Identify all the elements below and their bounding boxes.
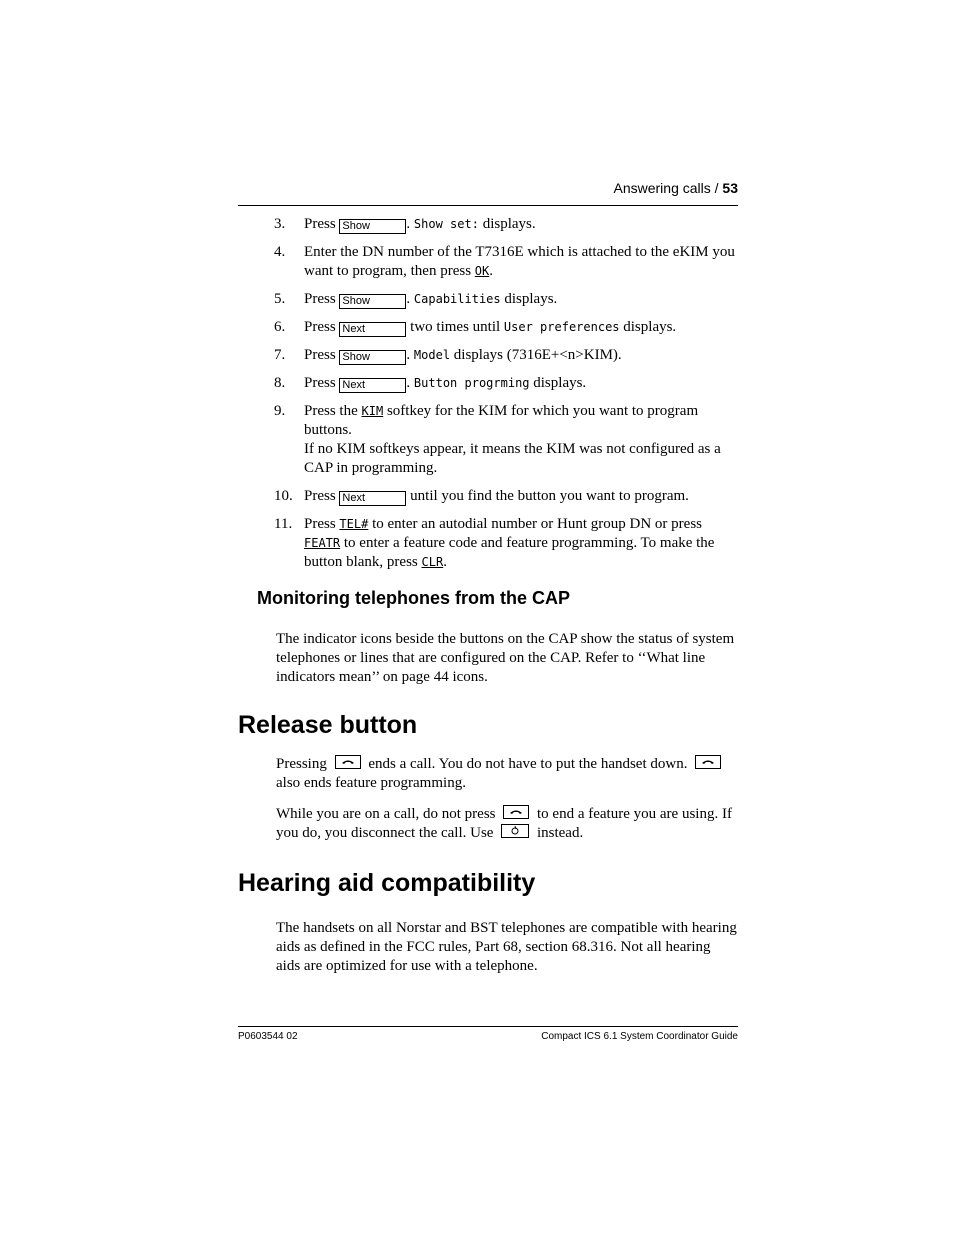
display-text: Model [413, 348, 451, 362]
footer-guide-title: Compact ICS 6.1 System Coordinator Guide [541, 1031, 738, 1042]
softkey-label: CLR [421, 555, 444, 569]
step-number: 9. [274, 403, 286, 419]
step-text-run: displays. [478, 216, 536, 232]
step-item [274, 402, 740, 478]
display-text: Show set: [413, 217, 479, 231]
step-text-run: . [406, 291, 414, 307]
step-text [304, 515, 740, 572]
page-number: 53 [722, 180, 738, 196]
softkey-label: FEATR [304, 536, 341, 550]
softkey-button: Show [339, 219, 406, 234]
step-text-run: two times until [406, 319, 504, 335]
step-number: 5. [274, 291, 286, 307]
release-heading: Release button [238, 711, 418, 739]
step-text-run: Press [304, 488, 340, 504]
procedure-steps [274, 215, 740, 581]
step-text [304, 318, 740, 337]
step-text-run: . [406, 347, 414, 363]
step-text [304, 346, 740, 365]
release-key-icon [503, 805, 529, 819]
step-text-run: . [489, 263, 493, 279]
step-text-run: If no KIM softkeys appear, it means the KIM was not configured as a CAP in programming. [304, 441, 721, 476]
release-key-icon [335, 755, 361, 769]
release-paragraph-2 [276, 805, 738, 843]
step-number: 10. [274, 488, 293, 504]
display-text: Button progrming [413, 376, 530, 390]
display-text: User preferences [503, 320, 620, 334]
step-text [304, 402, 740, 478]
step-text-run: Press [304, 291, 340, 307]
footer-rule [238, 1026, 738, 1027]
release-text: ends a call. You do not have to put the handset down. [368, 756, 688, 772]
step-item [274, 243, 740, 281]
step-number: 4. [274, 244, 286, 260]
step-text [304, 215, 740, 234]
step-text-run: . [443, 554, 447, 570]
step-number: 6. [274, 319, 286, 335]
step-text-run: to enter an autodial number or Hunt group DN or press [368, 516, 702, 532]
monitoring-paragraph: The indicator icons beside the buttons on the CAP show the status of system telephones or lines that are configured on the CAP. Refer to ‘‘What line indicators mean’’ on page 44 icons. [276, 631, 735, 685]
step-item [274, 215, 740, 234]
softkey-button: Next [339, 322, 406, 337]
step-text-run: Press [304, 375, 340, 391]
step-item [274, 487, 740, 506]
step-text-run: to enter a feature code and feature programming. To make the button blank, press [304, 535, 715, 570]
display-text: Capabilities [413, 292, 501, 306]
softkey-label: KIM [361, 404, 384, 418]
step-text [304, 290, 740, 309]
step-text-run: . [406, 216, 414, 232]
release-text: instead. [536, 825, 584, 841]
softkey-button: Next [339, 378, 406, 393]
release-key-icon [695, 755, 721, 769]
step-text-run: Press [304, 319, 340, 335]
hearing-heading: Hearing aid compatibility [238, 869, 536, 897]
step-text-run: . [406, 375, 414, 391]
step-number: 3. [274, 216, 286, 232]
monitoring-heading: Monitoring telephones from the CAP [257, 588, 570, 608]
step-text-run: Press [304, 516, 340, 532]
step-text-run: until you find the button you want to program. [406, 488, 689, 504]
step-text-run: displays. [619, 319, 677, 335]
step-text-run: Press [304, 216, 340, 232]
step-item [274, 346, 740, 365]
step-text [304, 487, 740, 506]
step-text-run: Press the [304, 403, 362, 419]
step-number: 11. [274, 516, 293, 532]
step-number: 8. [274, 375, 286, 391]
release-paragraph-1 [276, 755, 738, 793]
step-text-run: Enter the DN number of the T7316E which is attached to the eKIM you want to program, then press [304, 244, 735, 279]
step-number: 7. [274, 347, 286, 363]
feature-key-icon [501, 824, 529, 838]
step-item [274, 374, 740, 393]
release-text: Pressing [276, 756, 327, 772]
step-text-run: softkey for the KIM for which you want to program buttons. [304, 403, 699, 438]
running-header [540, 180, 738, 196]
step-item [274, 290, 740, 309]
release-text: to end a feature you are using. If you do, you disconnect the call. Use [276, 806, 732, 841]
step-text-run: displays. [500, 291, 558, 307]
hearing-paragraph: The handsets on all Norstar and BST telephones are compatible with hearing aids as defined in the FCC rules, Part 68, section 68.316. Not all hearing aids are optimized for use with a telephone. [276, 920, 737, 974]
header-title: Answering calls / [613, 180, 723, 196]
release-text: also ends feature programming. [276, 775, 466, 791]
softkey-label: OK [474, 264, 490, 278]
release-text: While you are on a call, do not press [276, 806, 496, 822]
step-text-run: Press [304, 347, 340, 363]
step-item [274, 515, 740, 572]
step-text [304, 374, 740, 393]
softkey-button: Next [339, 491, 406, 506]
softkey-label: TEL# [339, 517, 369, 531]
step-text-run: displays (7316E+<n>KIM). [450, 347, 622, 363]
step-item [274, 318, 740, 337]
header-rule [238, 205, 738, 206]
footer-doc-number: P0603544 02 [238, 1031, 298, 1042]
softkey-button: Show [339, 350, 406, 365]
softkey-button: Show [339, 294, 406, 309]
step-text [304, 243, 740, 281]
step-text-run: displays. [529, 375, 587, 391]
